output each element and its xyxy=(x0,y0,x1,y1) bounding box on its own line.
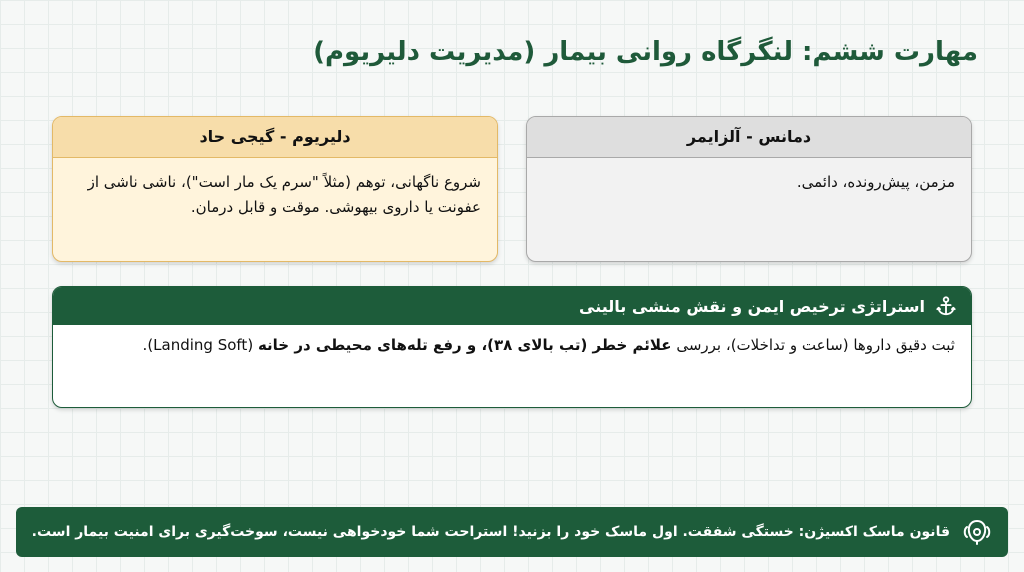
delirium-card xyxy=(52,116,498,262)
oxygen-mask-icon xyxy=(962,517,992,547)
dementia-card-header: دمانس - آلزایمر xyxy=(527,117,971,158)
strategy-text-part1: ثبت دقیق داروها (ساعت و تداخلات)، بررسی xyxy=(671,336,955,354)
dementia-card-body: مزمن، پیش‌رونده، دائمی. xyxy=(796,173,955,191)
anchor-icon xyxy=(935,295,957,317)
dementia-card xyxy=(526,116,972,262)
strategy-box xyxy=(52,286,972,408)
strategy-body xyxy=(53,325,971,358)
footer-text: قانون ماسک اکسیژن: خستگی شفقت. اول ماسک خود را بزنید! استراحت شما خودخواهی نیست، سوخت‌گیری برای امنیت بیمار است. xyxy=(31,524,950,540)
footer-banner xyxy=(16,507,1008,557)
strategy-text-bold: علائم خطر (تب بالای ۳۸)، و رفع تله‌های محیطی در خانه xyxy=(257,336,672,354)
strategy-text-part2: (Landing Soft). xyxy=(142,336,258,354)
strategy-title: استراتژی ترخیص ایمن و نقش منشی بالینی xyxy=(579,296,925,316)
strategy-header xyxy=(53,287,971,325)
delirium-card-header: دلیریوم - گیجی حاد xyxy=(53,117,497,158)
delirium-card-body: شروع ناگهانی، توهم (مثلاً "سرم یک مار است")، ناشی ناشی از عفونت یا داروی بیهوشی. موقت و قابل درمان. xyxy=(87,173,481,216)
slide-title: مهارت ششم: لنگرگاه روانی بیمار (مدیریت دلیریوم) xyxy=(313,37,978,67)
